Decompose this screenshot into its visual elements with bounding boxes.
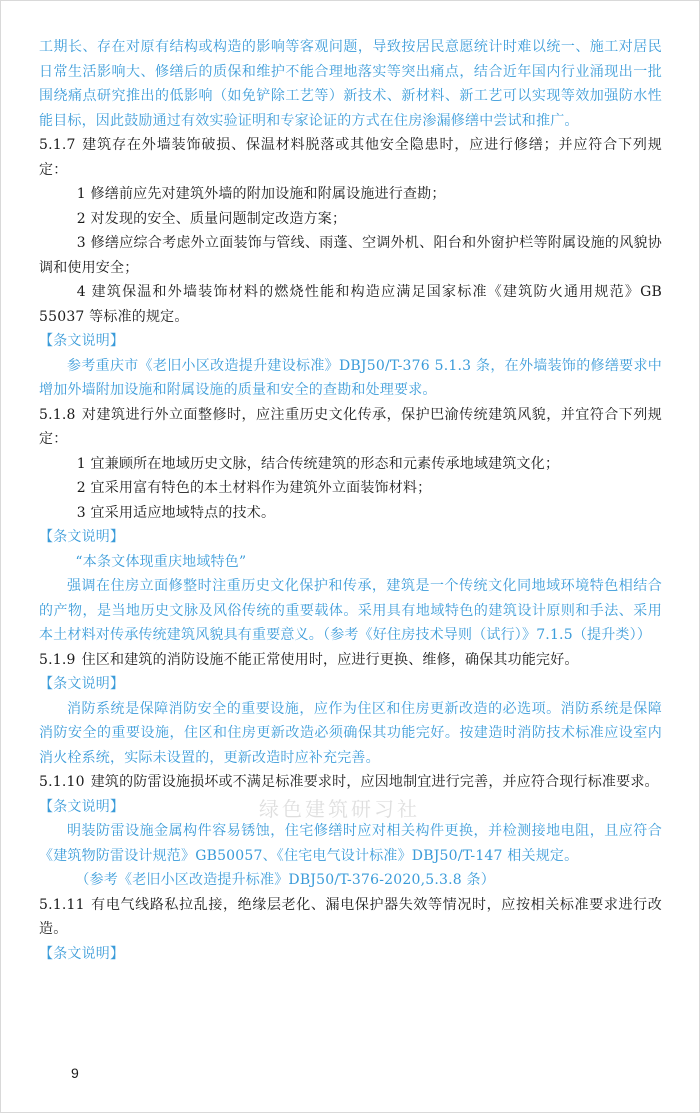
body-paragraph: 1 修缮前应先对建筑外墙的附加设施和附属设施进行查勘； [76,186,446,202]
explanation-tag: 【条文说明】 [39,945,125,962]
clause-number: 5.1.10 [39,774,85,790]
body-paragraph: （参考《老旧小区改造提升标准》DBJ50/T-376-2020,5.3.8 条） [75,872,495,888]
body-paragraph: 2 宜采用富有特色的本土材料作为建筑外立面装饰材料； [76,480,432,496]
clause-text: 住区和建筑的消防设施不能正常使用时，应进行更换、维修，确保其功能完好。 [81,651,579,668]
clause-text: 对建筑进行外立面整修时，应注重历史文化传承，保护巴渝传统建筑风貌，并宜符合下列规定： [39,406,662,447]
clause-number: 5.1.7 [39,137,76,153]
body-paragraph: 1 宜兼顾所在地域历史文脉，结合传统建筑的形态和元素传承地域建筑文化； [76,455,560,472]
body-paragraph: 消防系统是保障消防安全的重要设施，应作为住区和住房更新改造的必选项。消防系统是保障消防安全的重要设施，住区和住房更新改造必须确保其功能完好。按建造时消防技术标准应设室内消火栓系统，实际未设置的，更新改造时应补充完善。 [39,700,662,766]
clause-paragraph [39,893,662,942]
body-paragraph: “本条文体现重庆地域特色” [75,553,247,570]
clause-paragraph [39,648,662,673]
clause-paragraph [39,770,662,795]
clause-number: 5.1.9 [39,651,76,668]
page-content [39,35,662,966]
clause-text: 建筑的防雷设施损坏或不满足标准要求时，应因地制宜进行完善，并应符合现行标准要求。 [90,774,659,790]
explanation-tag: 【条文说明】 [39,676,125,692]
page-number: 9 [71,1065,79,1081]
explanation-tag: 【条文说明】 [39,333,125,349]
body-paragraph: 3 修缮应综合考虑外立面装饰与管线、雨蓬、空调外机、阳台和外窗护栏等附属设施的风貌协调和使用安全； [39,235,662,276]
body-paragraph: 3 宜采用适应地域特点的技术。 [76,504,276,521]
body-paragraph: 4 建筑保温和外墙装饰材料的燃烧性能和构造应满足国家标准《建筑防火通用规范》GB 55037 等标准的规定。 [39,284,662,325]
clause-number: 5.1.8 [39,406,76,423]
body-paragraph: 2 对发现的安全、质量问题制定改造方案； [76,210,347,227]
clause-paragraph [39,133,662,182]
body-paragraph: 强调在住房立面修整时注重历史文化保护和传承，建筑是一个传统文化同地域环境特色相结合的产物，是当地历史文脉及风俗传统的重要载体。采用具有地域特色的建筑设计原则和手法、采用本土材料对传承传统建筑风貌具有重要意义。（参考《好住房技术导则（试行）》7.1.5（提升类）） [39,578,662,643]
explanation-tag: 【条文说明】 [39,529,125,545]
explanation-tag: 【条文说明】 [39,798,125,815]
body-paragraph: 明装防雷设施金属构件容易锈蚀，住宅修缮时应对相关构件更换，并检测接地电阻，且应符合《建筑物防雷设计规范》GB50057、《住宅电气设计标准》DBJ50/T-147 相关规定。 [39,823,662,864]
body-paragraph: 参考重庆市《老旧小区改造提升建设标准》DBJ50/T-376 5.1.3 条，在外墙装饰的修缮要求中增加外墙附加设施和附属设施的质量和安全的查勘和处理要求。 [39,357,662,398]
clause-paragraph [39,403,662,452]
clause-number: 5.1.11 [39,896,85,913]
watermark: 绿色建筑研习社 [259,797,420,821]
clause-text: 建筑存在外墙装饰破损、保温材料脱落或其他安全隐患时，应进行修缮；并应符合下列规定： [39,137,662,178]
clause-text: 有电气线路私拉乱接，绝缘层老化、漏电保护器失效等情况时，应按相关标准要求进行改造。 [39,896,662,937]
body-paragraph: 工期长、存在对原有结构或构造的影响等客观问题，导致按居民意愿统计时难以统一、施工对居民日常生活影响大、修缮后的质保和维护不能合理地落实等突出痛点，结合近年国内行业涌现出一批围绕痛点研究推出的低影响（如免铲除工艺等）新技术、新材料、新工艺可以实现等效加强防水性能目标，因此鼓励通过有效实验证明和专家论证的方式在住房渗漏修缮中尝试和推广。 [39,39,662,129]
